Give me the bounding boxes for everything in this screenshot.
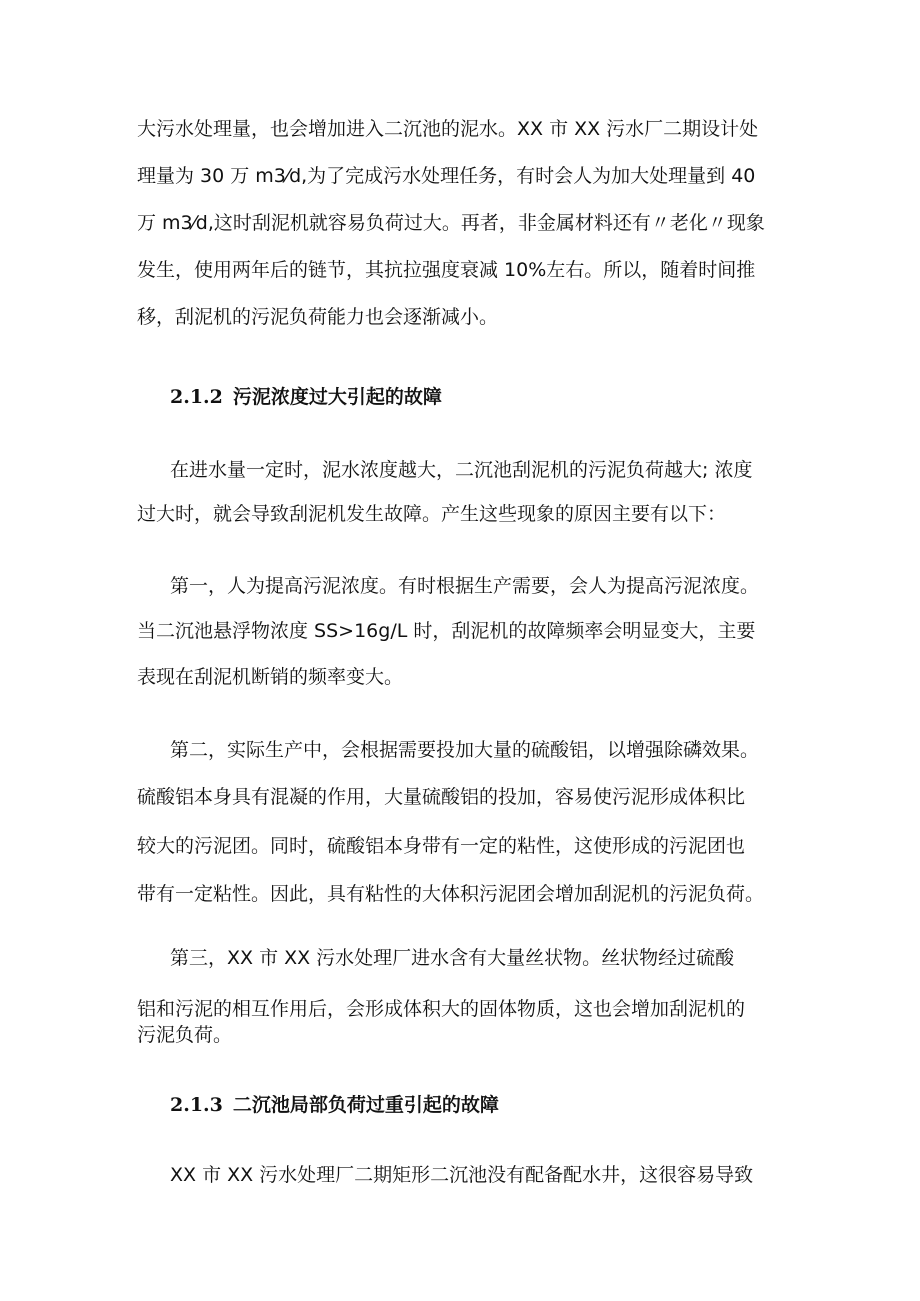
paragraph-line: 较大的污泥团。同时，硫酸铝本身带有一定的粘性，这使形成的污泥团也 [137, 835, 746, 857]
paragraph-line: 理量为 30 万 m3⁄d,为了完成污水处理任务，有时会人为加大处理量到 40 [137, 165, 756, 187]
section-title: 污泥浓度过大引起的故障 [232, 386, 442, 408]
section-number: 2.1.2 [170, 386, 223, 408]
section-heading-2-1-2 [170, 384, 442, 410]
section-heading-2-1-3 [170, 1092, 499, 1118]
paragraph-line: 发生，使用两年后的链节，其抗拉强度衰减 10%左右。所以，随着时间推 [137, 259, 756, 281]
paragraph-line: 硫酸铝本身具有混凝的作用，大量硫酸铝的投加，容易使污泥形成体积比 [137, 786, 746, 808]
paragraph-line: 在进水量一定时，泥水浓度越大，二沉池刮泥机的污泥负荷越大; 浓度 [170, 459, 753, 481]
paragraph-line: 第二，实际生产中，会根据需要投加大量的硫酸铝，以增强除磷效果。 [170, 739, 760, 761]
paragraph-line: 带有一定粘性。因此，具有粘性的大体积污泥团会增加刮泥机的污泥负荷。 [137, 883, 765, 905]
paragraph-line: 表现在刮泥机断销的频率变大。 [137, 666, 404, 688]
paragraph-line: 过大时，就会导致刮泥机发生故障。产生这些现象的原因主要有以下： [137, 503, 727, 525]
paragraph-line: 万 m3⁄d,这时刮泥机就容易负荷过大。再者，非金属材料还有〃老化〃现象 [137, 212, 765, 234]
paragraph-line: 污泥负荷。 [137, 1024, 233, 1046]
paragraph-line: 铝和污泥的相互作用后，会形成体积大的固体物质，这也会增加刮泥机的 [137, 998, 746, 1020]
paragraph-line: 移，刮泥机的污泥负荷能力也会逐渐减小。 [137, 306, 499, 328]
section-number: 2.1.3 [170, 1094, 223, 1116]
section-title: 二沉池局部负荷过重引起的故障 [232, 1094, 499, 1116]
paragraph-line: 第一，人为提高污泥浓度。有时根据生产需要，会人为提高污泥浓度。 [170, 575, 760, 597]
paragraph-line: XX 市 XX 污水处理厂二期矩形二沉池没有配备配水井，这很容易导致 [170, 1164, 754, 1186]
paragraph-line: 大污水处理量，也会增加进入二沉池的泥水。XX 市 XX 污水厂二期设计处 [137, 118, 759, 140]
paragraph-line: 第三，XX 市 XX 污水处理厂进水含有大量丝状物。丝状物经过硫酸 [170, 947, 735, 969]
paragraph-line: 当二沉池悬浮物浓度 SS>16g/L 时，刮泥机的故障频率会明显变大，主要 [137, 620, 756, 642]
